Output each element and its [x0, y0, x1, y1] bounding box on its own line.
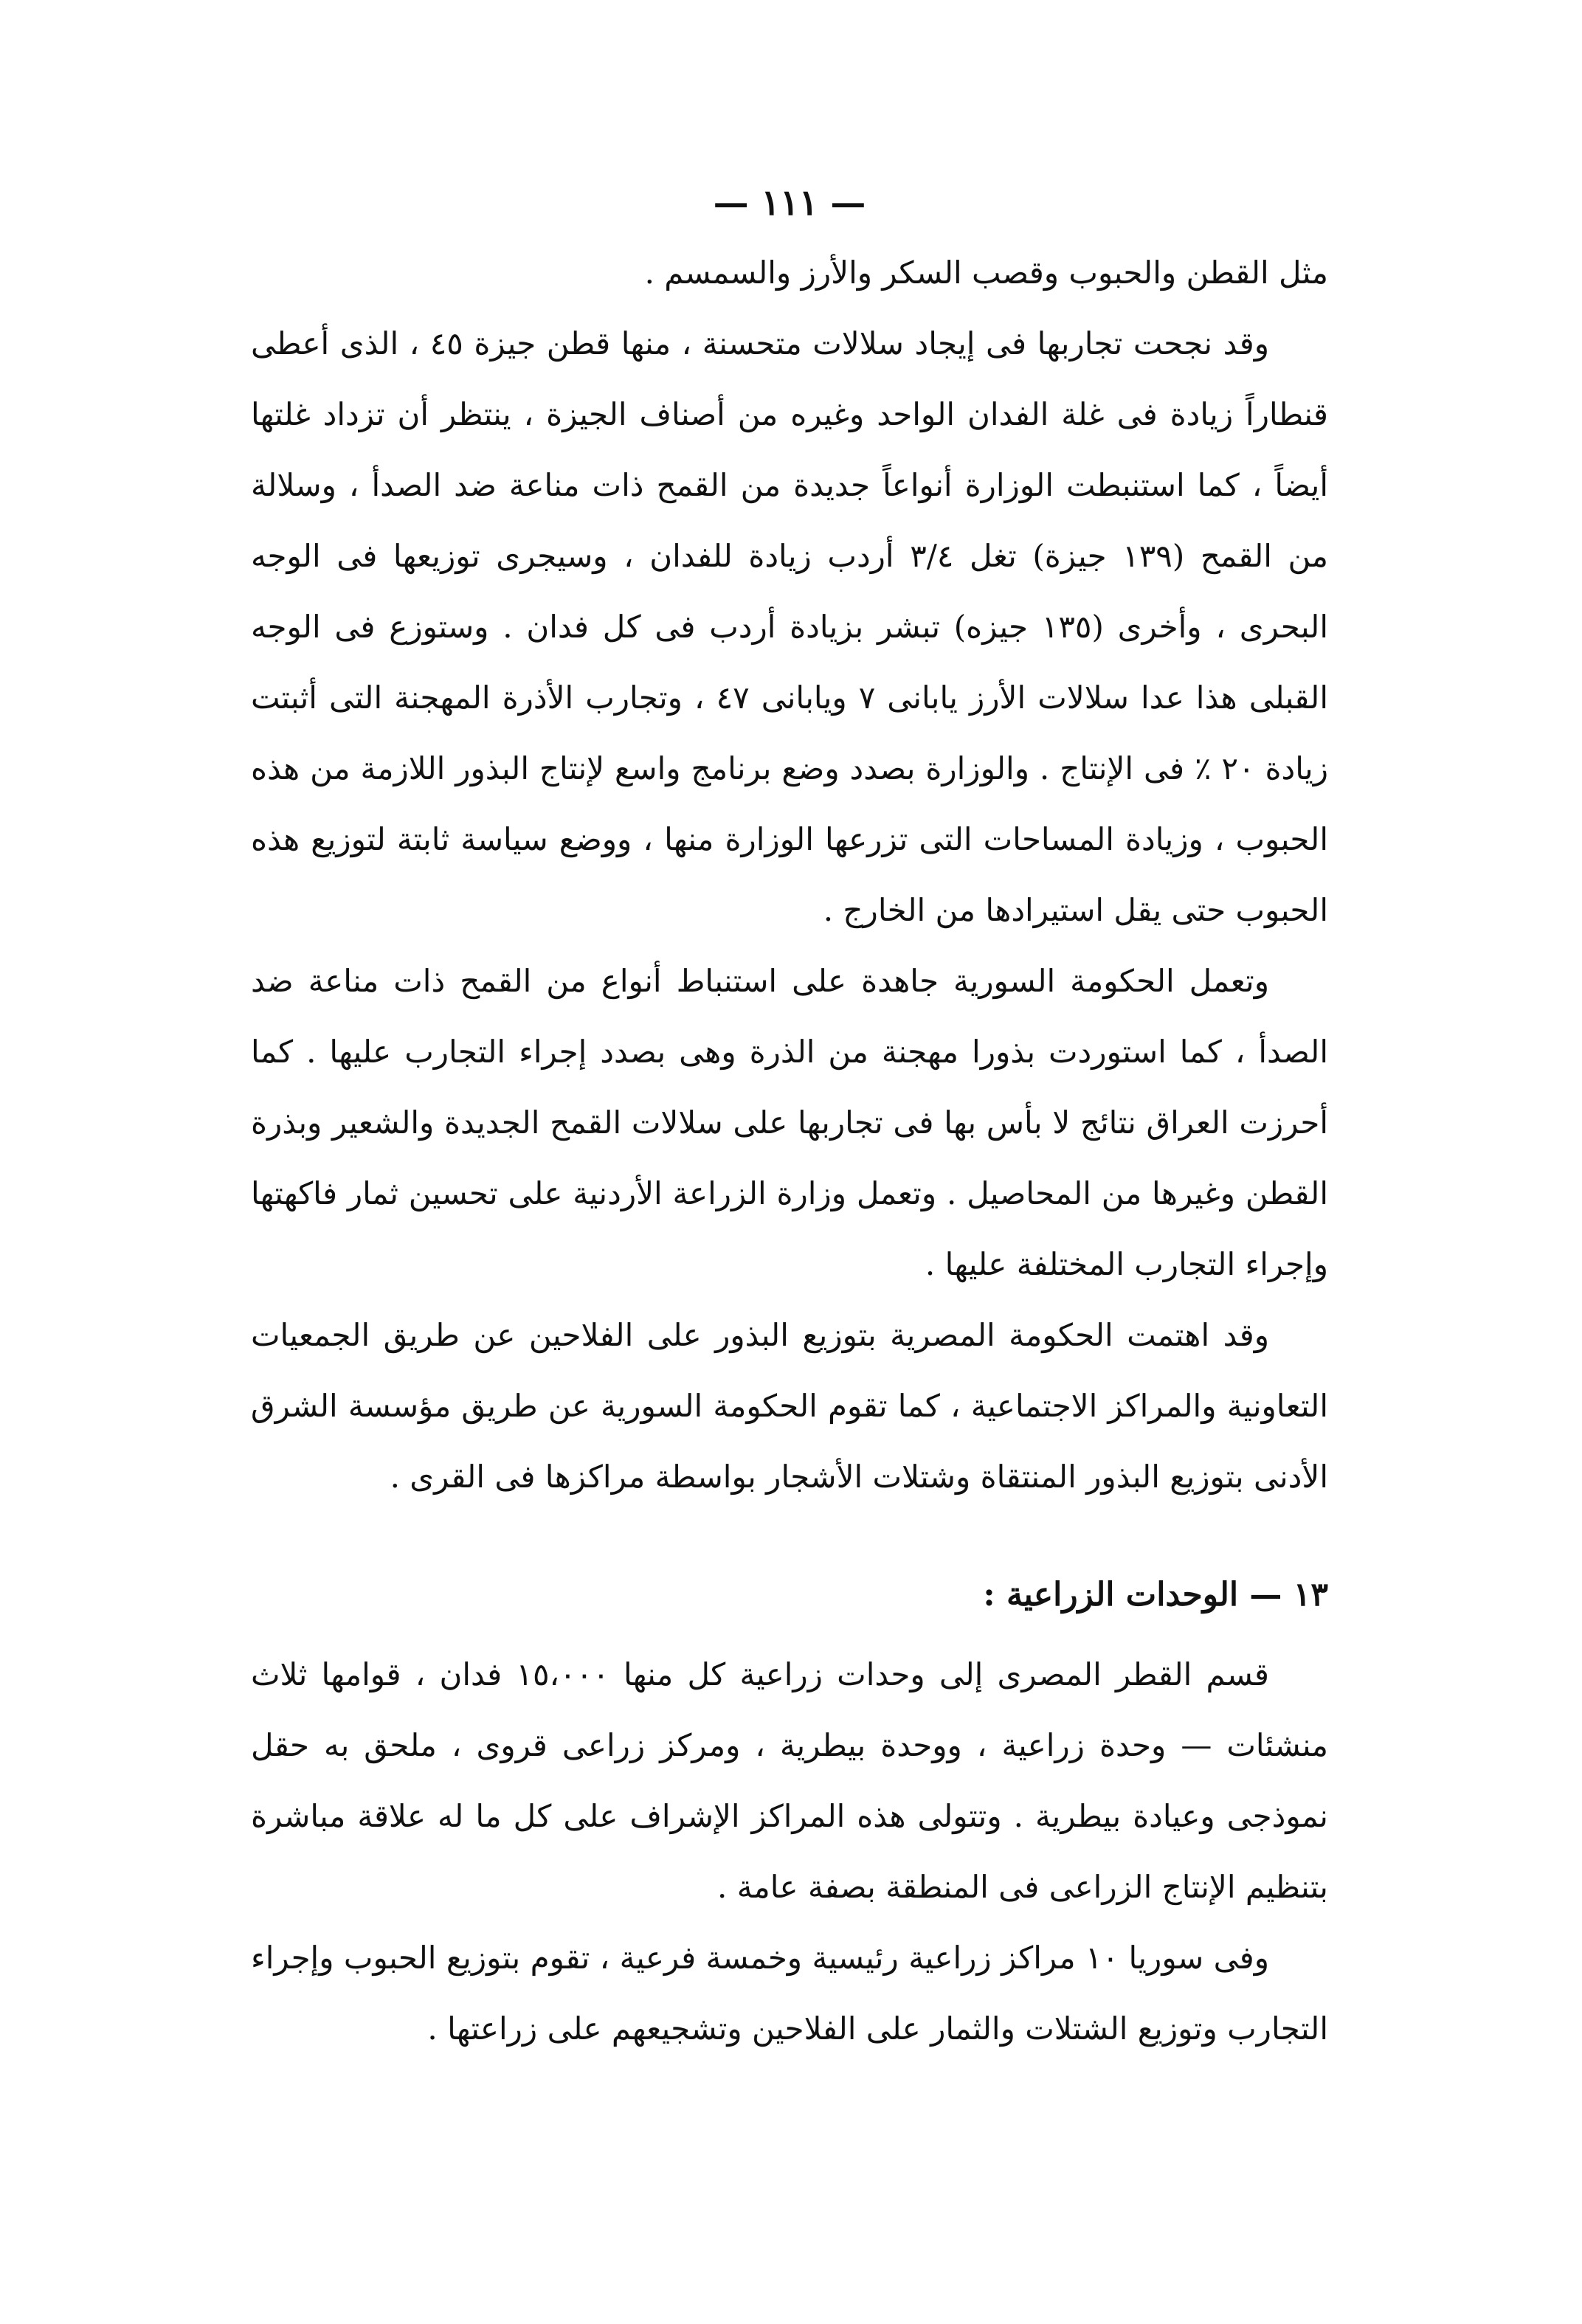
section-paragraph-2: وفى سوريا ١٠ مراكز زراعية رئيسية وخمسة فرعية ، تقوم بتوزيع الحبوب وإجراء التجارب وتوزيع الشتلات والثمار على الفلاحين وتشجيعهم على زراعتها .: [251, 1940, 1328, 2047]
section-heading: ١٣ — الوحدات الزراعية :: [983, 1576, 1328, 1614]
page-number: — ١١١ —: [713, 182, 866, 224]
paragraph-4: وقد اهتمت الحكومة المصرية بتوزيع البذور على الفلاحين عن طريق الجمعيات التعاونية والمراكز الاجتماعية ، كما تقوم الحكومة السورية عن طريق مؤسسة الشرق الأدنى بتوزيع البذور المنتقاة وشتلات الأشجار بواسطة مراكزها فى القرى .: [251, 1317, 1328, 1495]
paragraph-1: مثل القطن والحبوب وقصب السكر والأرز والسمسم .: [644, 255, 1328, 291]
paragraph-3: وتعمل الحكومة السورية جاهدة على استنباط أنواع من القمح ذات مناعة ضد الصدأ ، كما استوردت بذورا مهجنة من الذرة وهى بصدد إجراء التجارب عليها . كما أحرزت العراق نتائج لا بأس بها فى تجاربها على سلالات القمح الجديدة والشعير وبذرة القطن وغيرها من المحاصيل . وتعمل وزارة الزراعة الأردنية على تحسين ثمار فاكهتها وإجراء التجارب المختلفة عليها .: [251, 963, 1328, 1282]
paragraph-2: وقد نجحت تجاربها فى إيجاد سلالات متحسنة ، منها قطن جيزة ٤٥ ، الذى أعطى قنطاراً زيادة فى غلة الفدان الواحد وغيره من أصناف الجيزة ، ينتظر أن تزداد غلتها أيضاً ، كما استنبطت الوزارة أنواعاً جديدة من القمح ذات مناعة ضد الصدأ ، وسلالة من القمح (١٣٩ جيزة) تغل ٣/٤ أردب زيادة للفدان ، وسيجرى توزيعها فى الوجه البحرى ، وأخرى (١٣٥ جيزه) تبشر بزيادة أردب فى كل فدان . وستوزع فى الوجه القبلى هذا عدا سلالات الأرز يابانى ٧ ويابانى ٤٧ ، وتجارب الأذرة المهجنة التى أثبتت زيادة ٢٠ ٪ فى الإنتاج . والوزارة بصدد وضع برنامج واسع لإنتاج البذور اللازمة من هذه الحبوب ، وزيادة المساحات التى تزرعها الوزارة منها ، ووضع سياسة ثابتة لتوزيع هذه الحبوب حتى يقل استيرادها من الخارج .: [251, 325, 1329, 928]
section-paragraph-1: قسم القطر المصرى إلى وحدات زراعية كل منها ١٥،٠٠٠ فدان ، قوامها ثلاث منشئات — وحدة زراعية ، ووحدة بيطرية ، ومركز زراعى قروى ، ملحق به حقل نموذجى وعيادة بيطرية . وتتولى هذه المراكز الإشراف على كل ما له علاقة مباشرة بتنظيم الإنتاج الزراعى فى المنطقة بصفة عامة .: [251, 1656, 1328, 1905]
document-page: [251, 177, 1328, 2258]
